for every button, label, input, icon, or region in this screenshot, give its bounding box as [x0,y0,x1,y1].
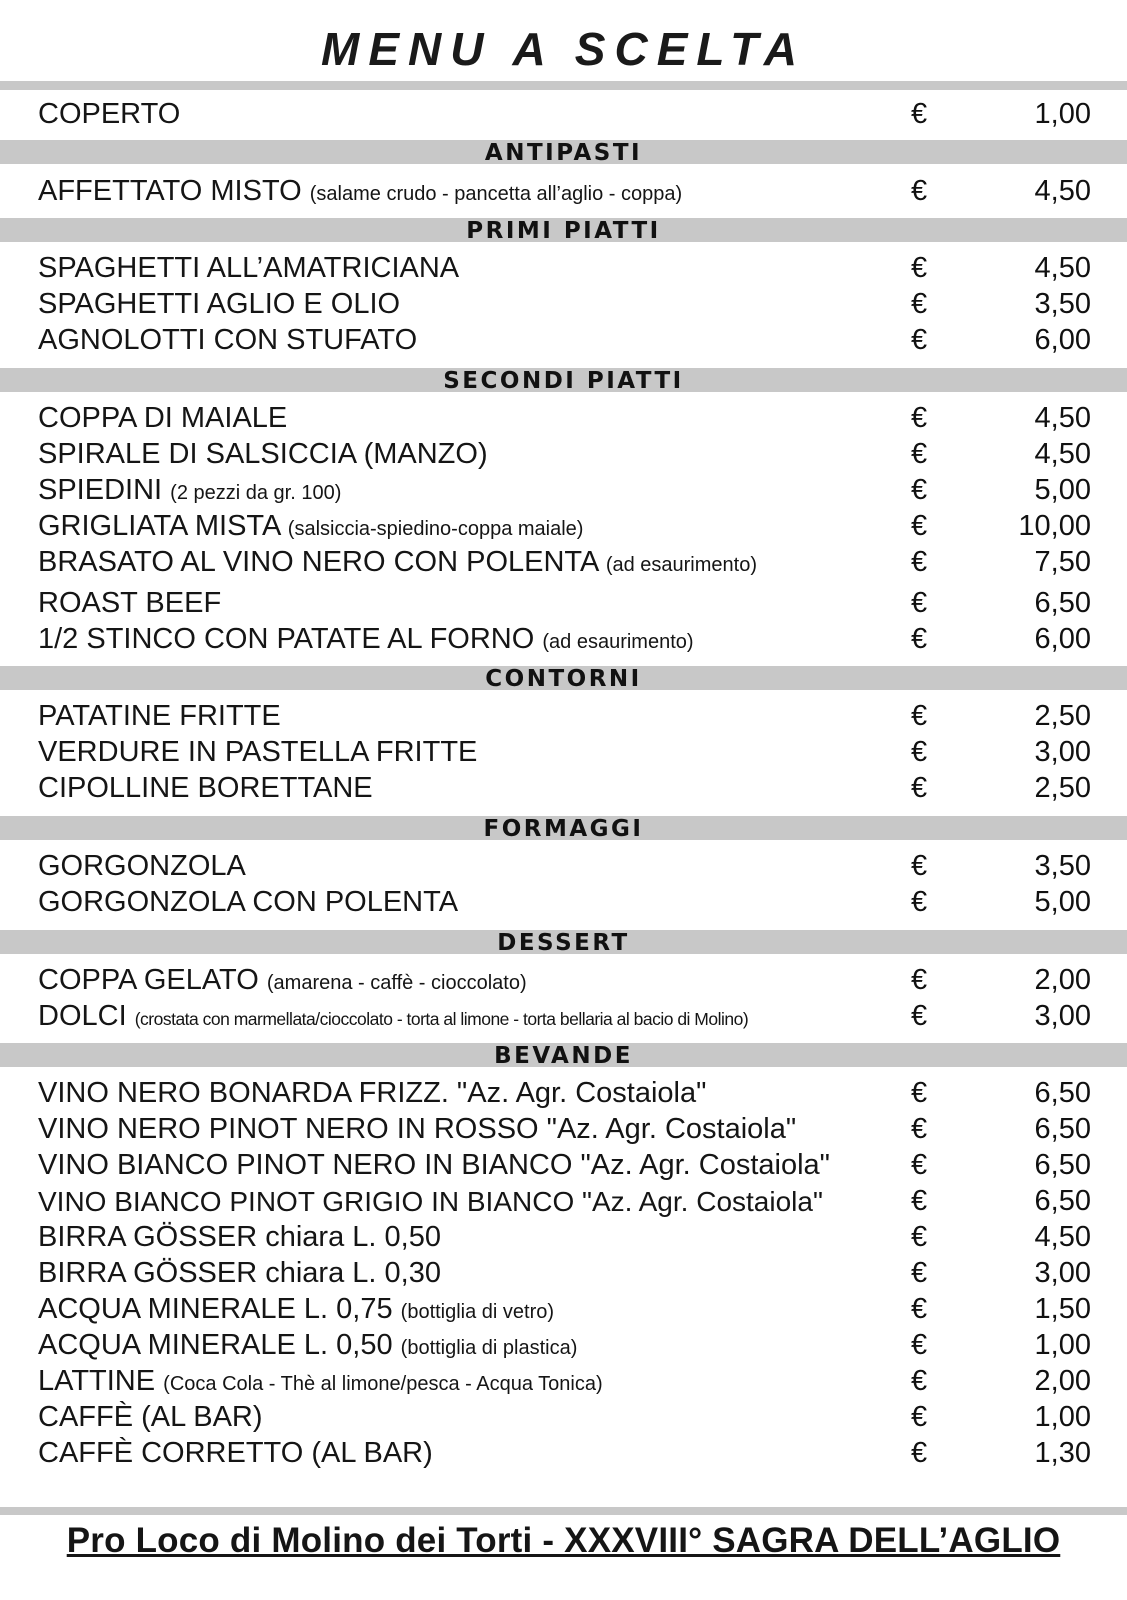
item-note: (ad esaurimento) [605,554,757,576]
item-price: 1,00 [1034,1401,1091,1433]
euro-symbol: € [911,886,928,918]
item-price: 6,50 [1034,587,1091,619]
menu-item [0,1291,1127,1328]
menu-item [0,1219,1127,1256]
item-name: BIRRA GÖSSER chiara L. 0,50 [38,1221,441,1253]
euro-symbol: € [911,1401,928,1433]
item-price: 4,50 [1034,252,1091,284]
section-header-bevande: BEVANDE [0,1043,1127,1067]
item-name: CIPOLLINE BORETTANE [38,772,373,804]
euro-symbol: € [911,252,928,284]
section-header-dessert: DESSERT [0,930,1127,954]
footer-divider [0,1507,1127,1515]
item-name: VINO BIANCO PINOT NERO IN BIANCO "Az. Agr. Costaiola" [38,1149,830,1181]
item-name: LATTINE (Coca Cola - Thè al limone/pesca - Acqua Tonica) [38,1365,603,1397]
section-header-antipasti: ANTIPASTI [0,140,1127,164]
euro-symbol: € [911,964,928,996]
item-name: CAFFÈ CORRETTO (AL BAR) [38,1437,433,1469]
item-name: SPAGHETTI ALL’AMATRICIANA [38,252,460,284]
menu-item [0,1111,1127,1148]
menu-item [0,472,1127,509]
euro-symbol: € [911,850,928,882]
item-name: SPAGHETTI AGLIO E OLIO [38,288,401,320]
euro-symbol: € [911,474,928,506]
menu-item [0,286,1127,323]
menu-item [0,173,1127,210]
euro-symbol: € [911,700,928,732]
euro-symbol: € [911,623,928,655]
menu-title: MENU A SCELTA [321,23,806,75]
item-name: GORGONZOLA [38,850,246,882]
euro-symbol: € [911,1293,928,1325]
item-name: SPIRALE DI SALSICCIA (MANZO) [38,438,488,470]
item-name: AGNOLOTTI CON STUFATO [38,324,418,356]
item-note: (bottiglia di plastica) [400,1337,578,1359]
euro-symbol: € [911,1000,928,1032]
item-price: 4,50 [1034,1221,1091,1253]
item-price: 6,50 [1034,1113,1091,1145]
menu-item [0,698,1127,735]
item-price: 6,00 [1034,324,1091,356]
item-price: 4,50 [1034,175,1091,207]
item-note: (Coca Cola - Thè al limone/pesca - Acqua Tonica) [163,1373,603,1395]
item-price: 3,00 [1034,1257,1091,1289]
euro-symbol: € [911,324,928,356]
euro-symbol: € [911,1185,928,1217]
menu-item [0,400,1127,437]
item-price: 3,50 [1034,288,1091,320]
menu-item [0,848,1127,885]
item-price: 7,50 [1034,546,1091,578]
menu-item [0,585,1127,622]
item-price: 1,00 [1034,1329,1091,1361]
item-price: 3,50 [1034,850,1091,882]
menu-item [0,250,1127,287]
euro-symbol: € [911,1077,928,1109]
item-price: 5,00 [1034,474,1091,506]
item-name: PATATINE FRITTE [38,700,281,732]
euro-symbol: € [911,1221,928,1253]
euro-symbol: € [911,1329,928,1361]
euro-symbol: € [911,546,928,578]
item-note: (salame crudo - pancetta all’aglio - coppa) [309,183,683,205]
section-header-secondi-piatti: SECONDI PIATTI [0,368,1127,392]
item-price: 1,00 [1034,98,1091,130]
item-name: VERDURE IN PASTELLA FRITTE [38,736,478,768]
item-name: BIRRA GÖSSER chiara L. 0,30 [38,1257,441,1289]
euro-symbol: € [911,1149,928,1181]
item-name: VINO NERO BONARDA FRIZZ. "Az. Agr. Costaiola" [38,1077,707,1109]
item-price: 2,00 [1034,1365,1091,1397]
item-price: 2,00 [1034,964,1091,996]
section-header-formaggi: FORMAGGI [0,816,1127,840]
item-name: VINO NERO PINOT NERO IN ROSSO "Az. Agr. Costaiola" [38,1113,797,1145]
item-price: 10,00 [1018,510,1091,542]
item-name: SPIEDINI (2 pezzi da gr. 100) [38,474,342,506]
item-note: (bottiglia di vetro) [400,1301,555,1323]
menu-item [0,770,1127,807]
menu-item [0,1435,1127,1472]
menu-item [0,1183,1127,1220]
item-price: 6,50 [1034,1077,1091,1109]
item-name: ACQUA MINERALE L. 0,75 (bottiglia di vetro) [38,1293,555,1325]
item-price: 3,00 [1034,1000,1091,1032]
item-name: VINO BIANCO PINOT GRIGIO IN BIANCO "Az. Agr. Costaiola" [38,1186,823,1217]
menu-item [0,998,1127,1035]
euro-symbol: € [911,438,928,470]
footer-title: Pro Loco di Molino dei Torti - XXXVIII° SAGRA DELL’AGLIO [66,1521,1061,1560]
item-name: GORGONZOLA CON POLENTA [38,886,459,918]
item-price: 6,50 [1034,1185,1091,1217]
item-name: DOLCI (crostata con marmellata/cioccolato - torta al limone - torta bellaria al bacio di Molino) [38,1000,749,1032]
euro-symbol: € [911,772,928,804]
item-price: 4,50 [1034,402,1091,434]
euro-symbol: € [911,175,928,207]
menu-item [0,1075,1127,1112]
title-divider [0,81,1127,90]
item-note: (amarena - caffè - cioccolato) [266,972,527,994]
item-name: 1/2 STINCO CON PATATE AL FORNO (ad esaurimento) [38,623,694,655]
menu-item [0,436,1127,473]
menu-item [0,621,1127,658]
item-price: 5,00 [1034,886,1091,918]
menu-item [0,1363,1127,1400]
item-note: (salsiccia-spiedino-coppa maiale) [287,518,584,540]
euro-symbol: € [911,288,928,320]
item-price: 2,50 [1034,772,1091,804]
section-header-contorni: CONTORNI [0,666,1127,690]
item-note: (crostata con marmellata/cioccolato - torta al limone - torta bellaria al bacio di Molino) [134,1009,749,1029]
item-name: COPPA DI MAIALE [38,402,288,434]
item-name: CAFFÈ (AL BAR) [38,1401,263,1433]
euro-symbol: € [911,1257,928,1289]
item-name: AFFETTATO MISTO (salame crudo - pancetta all’aglio - coppa) [38,175,683,207]
item-name: ACQUA MINERALE L. 0,50 (bottiglia di plastica) [38,1329,578,1361]
menu-item [0,322,1127,359]
euro-symbol: € [911,98,928,130]
item-name: GRIGLIATA MISTA (salsiccia-spiedino-coppa maiale) [38,510,584,542]
euro-symbol: € [911,1113,928,1145]
item-price: 6,00 [1034,623,1091,655]
item-name: BRASATO AL VINO NERO CON POLENTA (ad esaurimento) [38,546,757,578]
section-header-primi-piatti: PRIMI PIATTI [0,218,1127,242]
menu-item [0,884,1127,921]
menu-item [0,508,1127,545]
item-price: 4,50 [1034,438,1091,470]
menu-item [0,1327,1127,1364]
item-price: 3,00 [1034,736,1091,768]
euro-symbol: € [911,736,928,768]
menu-item-coperto [0,96,1127,133]
item-name: COPERTO [38,98,181,130]
menu-item [0,1147,1127,1184]
item-note: (ad esaurimento) [542,631,694,653]
item-price: 1,50 [1034,1293,1091,1325]
item-name: COPPA GELATO (amarena - caffè - cioccolato) [38,964,527,996]
menu-item [0,734,1127,771]
euro-symbol: € [911,587,928,619]
menu-item [0,1399,1127,1436]
menu-item [0,544,1127,581]
item-price: 2,50 [1034,700,1091,732]
menu-item [0,1255,1127,1292]
menu-item [0,962,1127,999]
item-price: 6,50 [1034,1149,1091,1181]
euro-symbol: € [911,510,928,542]
item-price: 1,30 [1034,1437,1091,1469]
item-note: (2 pezzi da gr. 100) [170,482,342,504]
euro-symbol: € [911,1437,928,1469]
item-name: ROAST BEEF [38,587,222,619]
euro-symbol: € [911,402,928,434]
euro-symbol: € [911,1365,928,1397]
